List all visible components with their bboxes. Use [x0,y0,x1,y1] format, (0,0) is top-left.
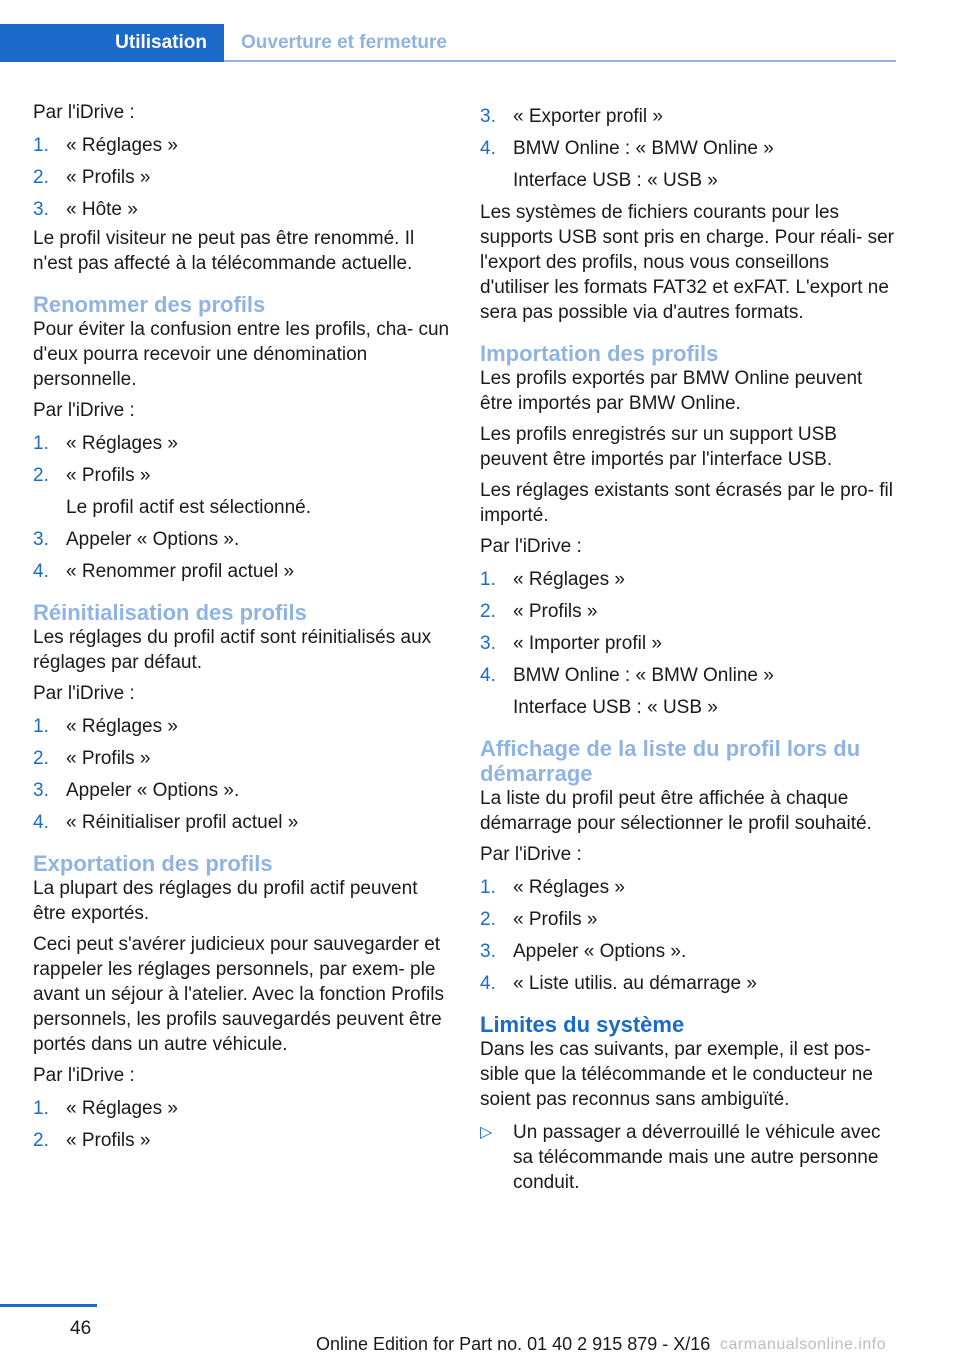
reset-steps [33,714,453,835]
export-text-1: La plupart des réglages du profil actif peuvent être exportés. [33,878,418,924]
list-item: ▷ Un passager a déverrouillé le véhicule avec sa télécommande mais une autre personne conduit. [480,1122,881,1193]
list-item: 2. « Profils » [480,601,598,622]
intro-note: Le profil visiteur ne peut pas être renommé. Il n'est pas affecté à la télécommande actuelle. [33,228,415,274]
rename-text: Pour éviter la confusion entre les profils, cha‐ cun d'eux pourra recevoir une dénomination personnelle. [33,319,450,390]
list-item: 3. « Exporter profil » [480,106,663,127]
section-title-reset: Réinitialisation des profils [33,600,307,625]
list-item: 3. Appeler « Options ». [33,529,240,550]
section-title-export: Exportation des profils [33,851,273,876]
list-item: 4. BMW Online : « BMW Online » Interface USB : « USB » [480,665,774,718]
export-steps [33,1096,453,1153]
page-header [0,0,960,62]
limits-bullets [480,1120,900,1195]
list-item: 1. « Réglages » [33,716,178,737]
export-text-2: Ceci peut s'avérer judicieux pour sauvegarder et rappeler les réglages personnels, par exem‐ ple avant un séjour à l'atelier. Avec la fonction Profils personnels, les profils sauvegardés peuvent être portés dans un autre véhicule. [33,934,444,1055]
header-divider [224,60,896,62]
startlist-steps [480,875,900,996]
list-item: 4. « Réinitialiser profil actuel » [33,812,299,833]
section-title-rename: Renommer des profils [33,292,266,317]
intro-label: Par l'iDrive : [33,102,135,123]
left-column [33,100,453,1160]
list-item: 2. « Profils » [33,748,151,769]
list-item: 1. « Réglages » [33,433,178,454]
import-label: Par l'iDrive : [480,536,582,557]
list-item: 1. « Réglages » [33,135,178,156]
startlist-label: Par l'iDrive : [480,844,582,865]
rename-steps [33,431,453,584]
list-item: 2. « Profils » [480,909,598,930]
section-title-import: Importation des profils [480,341,719,366]
list-item: 4. « Liste utilis. au démarrage » [480,973,757,994]
watermark: carmanualsonline.info [720,1336,887,1353]
page-number: 46 [70,1318,92,1339]
footer-divider [0,1304,97,1307]
edition-text: Online Edition for Part no. 01 40 2 915 879 - X/16 [316,1334,711,1354]
list-item: 1. « Réglages » [480,569,625,590]
export-fs-text: Les systèmes de fichiers courants pour les supports USB sont pris en charge. Pour réali‐ ser l'export des profils, nous vous conseillons d'utiliser les formats FAT32 et exFAT. L'export ne sera pas possible via d'autres formats. [480,202,894,323]
list-item: 3. Appeler « Options ». [480,941,687,962]
reset-label: Par l'iDrive : [33,683,135,704]
intro-steps [33,133,453,222]
list-item: 1. « Réglages » [480,877,625,898]
triangle-bullet-icon: ▷ [480,1124,493,1141]
export-label: Par l'iDrive : [33,1065,135,1086]
tab-utilisation[interactable]: Utilisation [0,24,224,62]
rename-label: Par l'iDrive : [33,400,135,421]
list-item: 2. « Profils » Le profil actif est sélectionné. [33,465,312,518]
list-item: 2. « Profils » [33,167,151,188]
limits-text: Dans les cas suivants, par exemple, il est pos‐ sible que la télécommande et le conducteur ne soient pas reconnus sans ambiguïté. [480,1039,873,1110]
import-text-2: Les profils enregistrés sur un support USB peuvent être importés par l'interface USB. [480,424,837,470]
list-item: 4. « Renommer profil actuel » [33,561,295,582]
startlist-text: La liste du profil peut être affichée à chaque démarrage pour sélectionner le profil souhaité. [480,788,872,834]
section-title-limits: Limites du système [480,1012,685,1037]
list-item: 1. « Réglages » [33,1098,178,1119]
tab-ouverture-fermeture[interactable]: Ouverture et fermeture [241,32,447,53]
list-item: 2. « Profils » [33,1130,151,1151]
export-steps-cont [480,104,900,193]
list-item: 3. « Hôte » [33,199,138,220]
section-title-startlist: Affichage de la liste du profil lors du démarrage [480,736,861,786]
list-item: 3. Appeler « Options ». [33,780,240,801]
list-item: 4. BMW Online : « BMW Online » Interface USB : « USB » [480,138,774,191]
right-column [480,100,900,1195]
reset-text: Les réglages du profil actif sont réinitialisés aux réglages par défaut. [33,627,432,673]
list-item: 3. « Importer profil » [480,633,662,654]
import-steps [480,567,900,720]
import-text-1: Les profils exportés par BMW Online peuvent être importés par BMW Online. [480,368,863,414]
import-text-3: Les réglages existants sont écrasés par le pro‐ fil importé. [480,480,893,526]
